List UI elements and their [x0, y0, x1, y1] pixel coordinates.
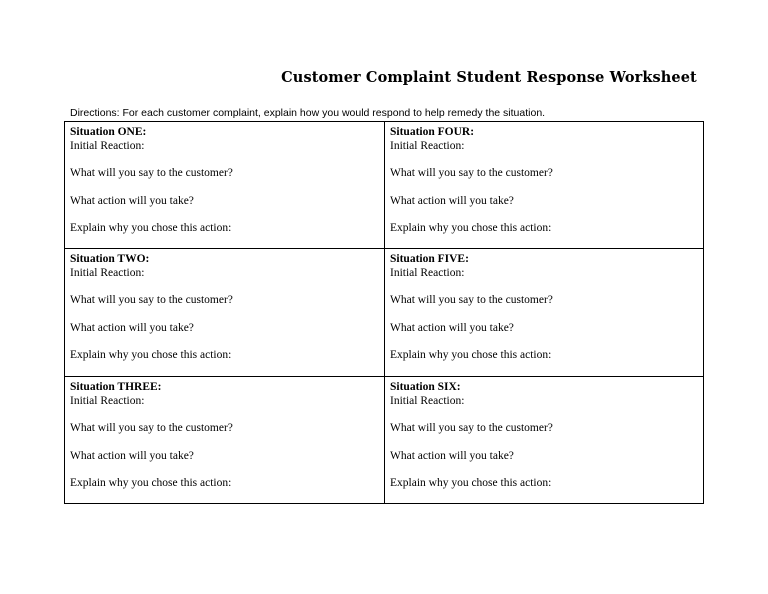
situation-heading: Situation THREE: — [70, 381, 162, 393]
situation-cell-three — [65, 377, 385, 503]
situation-heading: Situation FOUR: — [390, 126, 475, 138]
explain-why-label: Explain why you chose this action: — [390, 477, 552, 489]
say-to-customer-label: What will you say to the customer? — [70, 167, 233, 179]
situation-heading: Situation FIVE: — [390, 253, 469, 265]
action-label: What action will you take? — [390, 321, 514, 334]
say-to-customer-label: What will you say to the customer? — [390, 422, 553, 434]
explain-why-label: Explain why you chose this action: — [70, 222, 232, 234]
say-to-customer-label: What will you say to the customer? — [390, 167, 553, 179]
situation-cell-four — [385, 122, 703, 249]
situation-cell-five — [385, 249, 703, 377]
situation-cell-two — [65, 249, 385, 377]
initial-reaction-label: Initial Reaction: — [390, 139, 465, 152]
directions-text: Directions: For each customer complaint, explain how you would respond to help remedy the situation. — [70, 107, 546, 119]
situation-heading: Situation SIX: — [390, 381, 461, 393]
action-label: What action will you take? — [390, 449, 514, 462]
situation-heading: Situation TWO: — [70, 253, 150, 265]
explain-why-label: Explain why you chose this action: — [70, 349, 232, 361]
situation-cell-one — [65, 122, 385, 249]
initial-reaction-label: Initial Reaction: — [70, 266, 145, 279]
explain-why-label: Explain why you chose this action: — [390, 222, 552, 234]
situation-cell-six — [385, 377, 703, 503]
action-label: What action will you take? — [70, 449, 194, 462]
explain-why-label: Explain why you chose this action: — [390, 349, 552, 361]
action-label: What action will you take? — [70, 194, 194, 207]
worksheet-title: Customer Complaint Student Response Worksheet — [281, 69, 697, 86]
explain-why-label: Explain why you chose this action: — [70, 477, 232, 489]
action-label: What action will you take? — [390, 194, 514, 207]
situations-table — [64, 121, 704, 504]
say-to-customer-label: What will you say to the customer? — [390, 294, 553, 306]
say-to-customer-label: What will you say to the customer? — [70, 422, 233, 434]
say-to-customer-label: What will you say to the customer? — [70, 294, 233, 306]
initial-reaction-label: Initial Reaction: — [390, 266, 465, 279]
initial-reaction-label: Initial Reaction: — [390, 394, 465, 407]
situation-heading: Situation ONE: — [70, 126, 147, 138]
initial-reaction-label: Initial Reaction: — [70, 394, 145, 407]
initial-reaction-label: Initial Reaction: — [70, 139, 145, 152]
action-label: What action will you take? — [70, 321, 194, 334]
